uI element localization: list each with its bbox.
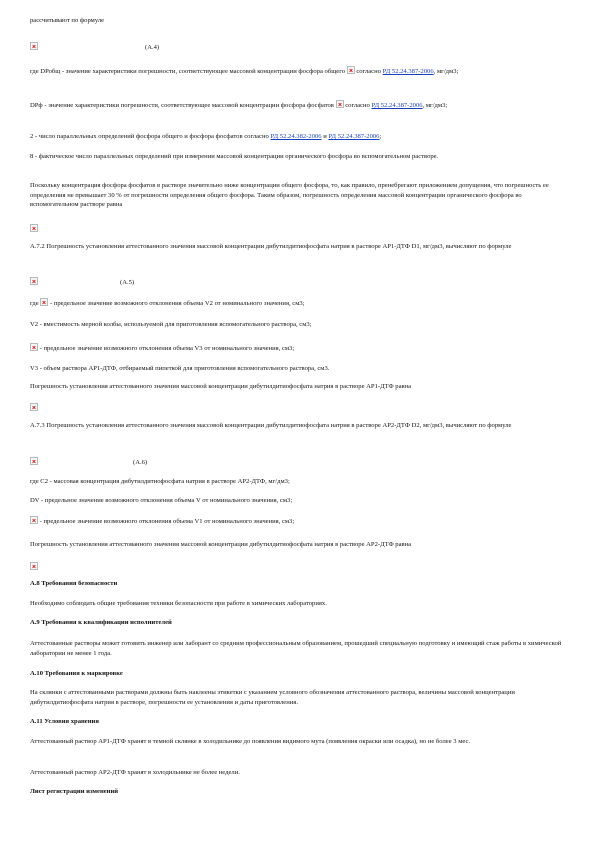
paragraph: 2 - число параллельных определений фосфора общего и фосфора фосфатов согласно РД 52.24.382-2006 и РД 52.24.387-2006; [30, 133, 382, 140]
paragraph: Аттестованный раствор АР2-ДТФ хранят в холодильнике не более недели. [30, 769, 240, 776]
section-heading: А.10 Требования к маркировке [30, 670, 123, 677]
equation-number: (А.6) [133, 459, 148, 466]
paragraph: - предельное значение возможного отклонения объема V3 от номинального значения, см3; [30, 343, 568, 354]
paragraph: V2 - вместимость мерной колбы, используемой для приготовления вспомогательного раствора, см3; [30, 321, 312, 328]
broken-image-icon [30, 516, 38, 524]
broken-image-icon [30, 42, 38, 50]
paragraph: На склянки с аттестованными растворами должны быть наклеены этикетки с указанием условного обозначения аттестованного раствора, величины массовой концентрации дибутилдитиофосфата натрия в растворе, погрешности ее установления и даты приготовления. [30, 689, 515, 706]
equation-number: (А.5) [120, 279, 135, 286]
paragraph [30, 16, 568, 26]
broken-image-icon [336, 100, 344, 108]
link-rd-52-24-387[interactable]: РД 52.24.387-2006 [382, 68, 434, 75]
link-rd-52-24-387[interactable]: РД 52.24.387-2006 [371, 102, 423, 109]
paragraph: - предельное значение возможного отклонения объема V1 от номинального значения, см3; [30, 516, 568, 527]
paragraph: Аттестованный раствор АР1-ДТФ хранят в темной склянке в холодильнике до появления видимого мута (появления окраски или осадка), но не более 3 мес. [30, 738, 471, 745]
paragraph: где - предельное значение возможного отклонения объема V2 от номинального значения, см3; [30, 300, 305, 307]
broken-image-icon [40, 298, 48, 306]
paragraph: А.7.3 Погрешность установления аттестованного значения массовой концентрации дибутилдитиофосфата натрия в растворе АР2-ДТФ D2, мг/дм3, вычисляют по формуле [30, 422, 512, 429]
broken-image-icon [30, 403, 38, 411]
paragraph: где С2 - массовая концентрация дибутилдитиофосфата натрия в растворе АР2-ДТФ, мг/дм3; [30, 478, 290, 485]
broken-image-icon [30, 457, 38, 465]
paragraph: V3 - объем раствора АР1-ДТФ, отбираемый пипеткой для приготовления вспомогательного раствора, см3. [30, 365, 330, 372]
section-heading: А.11 Условия хранения [30, 718, 99, 725]
link-rd-52-24-387[interactable]: РД 52.24.387-2006 [328, 133, 380, 140]
paragraph: 8 - фактическое число параллельных определений при измерении массовой концентрации органического фосфора во вспомогательном растворе. [30, 153, 439, 160]
paragraph: DРф - значение характеристики погрешности, соответствующее массовой концентрации фосфора фосфатов согласно РД 52.24.387-2006, мг/дм3; [30, 102, 448, 109]
broken-image-icon [30, 343, 38, 351]
equation-number: (А.4) [145, 44, 160, 51]
paragraph: Погрешность установления аттестованного значения массовой концентрации дибутилдитиофосфата натрия в растворе АР1-ДТФ равна [30, 383, 412, 390]
section-heading: А.9 Требования к квалификации исполнителей [30, 619, 172, 626]
broken-image-icon [30, 224, 38, 232]
paragraph: Поскольку концентрация фосфора фосфатов в растворе значительно ниже концентрации общего фосфора, то, как правило, пренебрегают приложением допущения, что погрешность ее определения не превышает 30 % от погрешности определения общего фосфора. Таким образом, погрешность определения массовой концентрации органического фосфора во вспомогательном растворе равна [30, 182, 549, 209]
paragraph: Погрешность установления аттестованного значения массовой концентрации дибутилдитиофосфата натрия в растворе АР2-ДТФ равна [30, 541, 412, 548]
link-rd-52-24-382[interactable]: РД 52.24.382-2006 [270, 133, 322, 140]
paragraph: А.7.2 Погрешность установления аттестованного значения массовой концентрации дибутилдитиофосфата натрия в растворе АР1-ДТФ D1, мг/дм3, вычисляют по формуле [30, 243, 512, 250]
paragraph: DV - предельное значение возможного отклонения объема V от номинального значения, см3; [30, 497, 293, 504]
section-heading: А.8 Требования безопасности [30, 580, 118, 587]
text: рассчитывают по формуле [30, 17, 105, 24]
section-heading: Лист регистрации изменений [30, 788, 119, 795]
paragraph: Аттестованные растворы может готовить инженер или лаборант со средним профессиональным образованием, прошедший специальную подготовку и имеющий стаж работы в химической лаборатории не менее 1 года. [30, 640, 562, 657]
broken-image-icon [30, 277, 38, 285]
paragraph: где DРобщ - значение характеристики погрешности, соответствующее массовой концентрации фосфора общего согласно РД 52.24.387-2006, мг/дм3; [30, 68, 459, 75]
broken-image-icon [347, 66, 355, 74]
paragraph: Необходимо соблюдать общие требования техники безопасности при работе в химических лабораториях. [30, 600, 327, 607]
broken-image-icon [30, 562, 38, 570]
